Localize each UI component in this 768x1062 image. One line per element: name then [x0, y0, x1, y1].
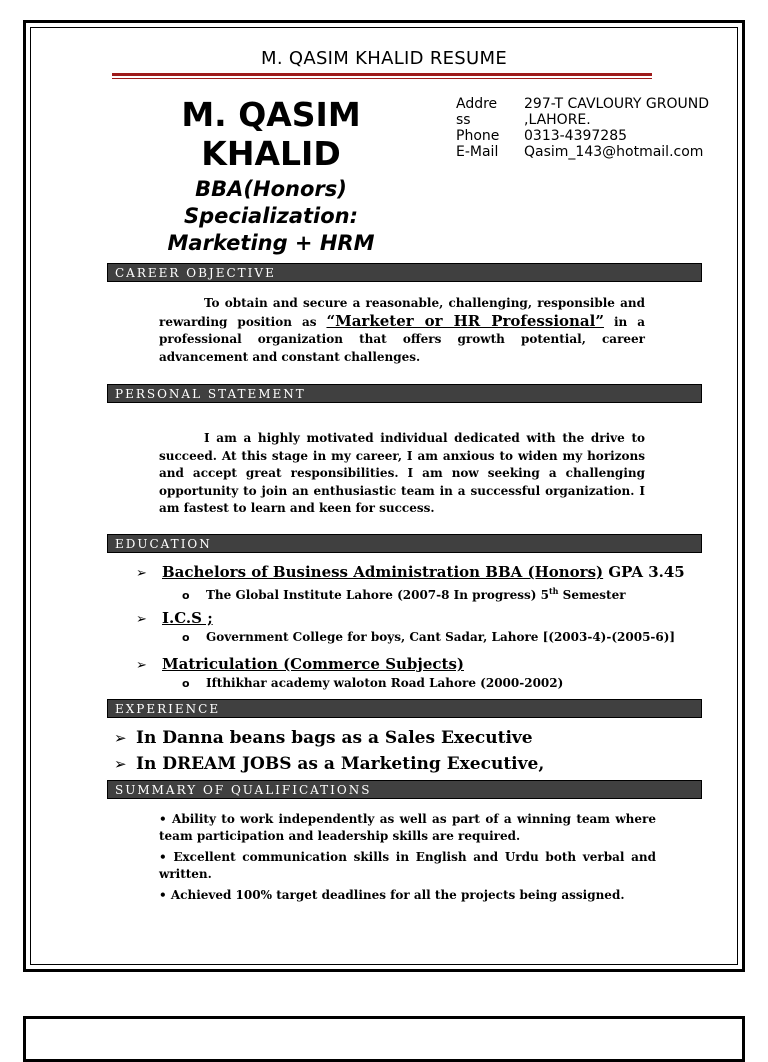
degree-block	[106, 176, 436, 257]
arrow-bullet-icon: ➢	[136, 566, 147, 581]
address-label: Addre	[456, 96, 498, 112]
arrow-bullet-icon: ➢	[114, 755, 127, 773]
section-experience: EXPERIENCE	[107, 699, 702, 718]
document-title: M. QASIM KHALID RESUME	[261, 48, 507, 69]
objective-highlight: “Marketer or HR Professional”	[326, 311, 604, 330]
address-label-cont: ss	[456, 112, 471, 128]
degree-line: BBA(Honors)	[195, 177, 347, 201]
arrow-bullet-icon: ➢	[136, 658, 147, 673]
education-item: ➢ Bachelors of Business Administration BBA (Honors) GPA 3.45 o The Global Institute Lahore (2007-8 In progress) 5th Semester	[136, 563, 685, 602]
circle-bullet-icon: o	[182, 589, 190, 602]
arrow-bullet-icon: ➢	[114, 729, 127, 747]
address-value: 297-T CAVLOURY GROUND	[524, 96, 710, 112]
email-label: E-Mail	[456, 144, 499, 160]
address-value-cont: ,LAHORE.	[524, 112, 591, 128]
arrow-bullet-icon: ➢	[136, 612, 147, 627]
email-value: Qasim_143@hotmail.com	[524, 144, 704, 160]
phone-value: 0313-4397285	[524, 128, 628, 144]
personal-statement-text: I am a highly motivated individual dedicated with the drive to succeed. At this stage in my career, I am anxious to widen my horizons and accept great responsibilities. I am now seeking a challenging opportunity to join an enthusiastic team in a successful organization. I am fastest to learn and keen for success.	[159, 431, 645, 515]
section-summary-qualifications: SUMMARY OF QUALIFICATIONS	[107, 780, 702, 799]
career-objective-text: To obtain and secure a reasonable, challenging, responsible and rewarding position as “Marketer or HR Professional” in a professional organization that offers growth potential, career advancement and constant challenges.	[159, 296, 645, 364]
phone-label: Phone	[456, 128, 500, 144]
candidate-name: M. QASIM KHALID	[181, 95, 361, 173]
qualification-item: • Ability to work independently as well as part of a winning team where team participation and leadership skills are required.	[159, 812, 656, 843]
experience-item: ➢ In DREAM JOBS as a Marketing Executive,	[114, 754, 545, 774]
qualifications-list	[159, 811, 656, 908]
experience-item: ➢ In Danna beans bags as a Sales Executive	[114, 728, 533, 748]
degree-line: Specialization:	[183, 204, 359, 228]
title-rule-thin	[112, 78, 652, 79]
education-item: ➢ I.C.S ; o Government College for boys, Cant Sadar, Lahore [(2003-4)-(2005-6)]	[136, 609, 676, 644]
circle-bullet-icon: o	[182, 677, 190, 690]
section-personal-statement: PERSONAL STATEMENT	[107, 384, 702, 403]
qualification-item: • Achieved 100% target deadlines for all the projects being assigned.	[159, 888, 625, 902]
title-rule	[112, 73, 652, 76]
next-page-edge	[23, 1016, 745, 1062]
section-career-objective: CAREER OBJECTIVE	[107, 263, 702, 282]
education-item: ➢ Matriculation (Commerce Subjects) o Ifthikhar academy waloton Road Lahore (2000-2002)	[136, 655, 564, 690]
resume-page	[23, 20, 745, 972]
qualification-item: • Excellent communication skills in English and Urdu both verbal and written.	[159, 850, 656, 881]
section-education: EDUCATION	[107, 534, 702, 553]
circle-bullet-icon: o	[182, 631, 190, 644]
degree-line: Marketing + HRM	[167, 231, 375, 255]
contact-block	[456, 96, 744, 160]
